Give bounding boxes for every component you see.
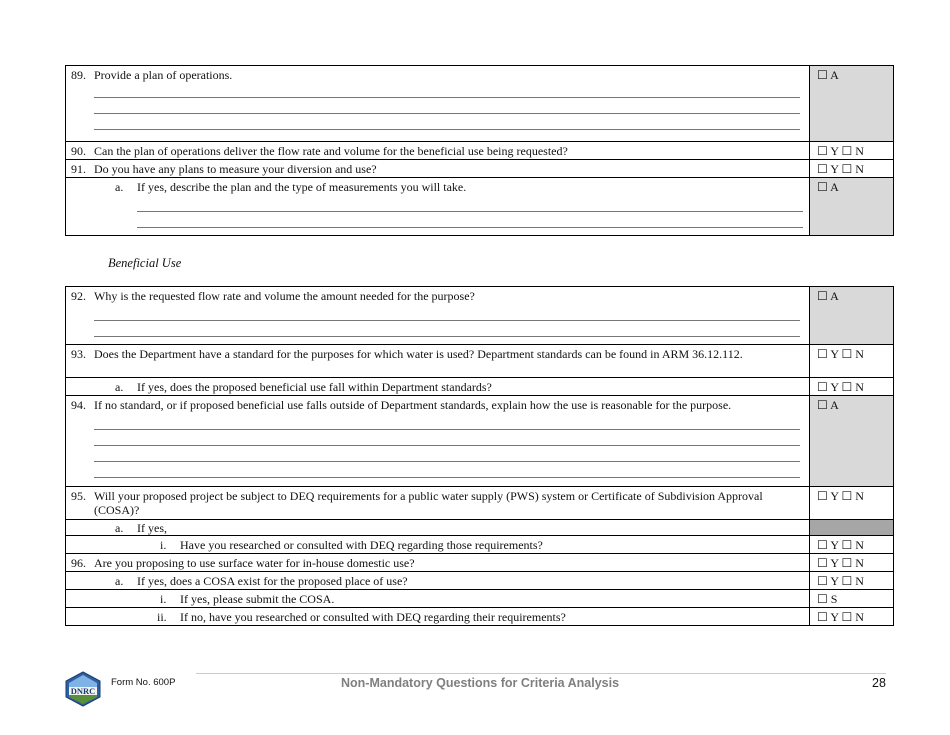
question-text: If no standard, or if proposed beneficial use falls outside of Department standards, explain how the use is reasonable for the purpose. xyxy=(94,398,732,412)
question-text: If no, have you researched or consulted with DEQ regarding their requirements? xyxy=(180,610,566,624)
answer-cell-blank xyxy=(810,520,894,536)
question-text: Provide a plan of operations. xyxy=(94,68,233,82)
attach-checkbox[interactable]: ☐ A xyxy=(817,289,839,303)
answer-cell[interactable] xyxy=(810,536,894,554)
answer-cell[interactable] xyxy=(810,160,894,178)
table-row-q93a xyxy=(66,378,894,396)
question-number: a. xyxy=(115,521,124,535)
yes-no-checkbox[interactable]: ☐ Y ☐ N xyxy=(817,556,864,570)
question-number: 91. xyxy=(71,162,86,176)
question-number: a. xyxy=(115,180,124,194)
question-number: i. xyxy=(160,592,167,606)
question-number: 96. xyxy=(71,556,86,570)
answer-lines[interactable] xyxy=(94,412,800,478)
attach-checkbox[interactable]: ☐ A xyxy=(817,180,839,194)
yes-no-checkbox[interactable]: ☐ Y ☐ N xyxy=(817,574,864,588)
question-number: 90. xyxy=(71,144,86,158)
attach-checkbox[interactable]: ☐ A xyxy=(817,398,839,412)
table-row-q91 xyxy=(66,160,894,178)
table-row-q96ai xyxy=(66,590,894,608)
questions-table-2 xyxy=(65,286,894,626)
answer-cell[interactable] xyxy=(810,554,894,572)
answer-cell[interactable] xyxy=(810,590,894,608)
table-row-q90 xyxy=(66,142,894,160)
answer-cell[interactable] xyxy=(810,178,894,236)
answer-cell[interactable] xyxy=(810,66,894,142)
table-row-q96aii xyxy=(66,608,894,626)
table-row-q93 xyxy=(66,345,894,378)
question-text: If yes, does a COSA exist for the proposed place of use? xyxy=(137,574,408,588)
table-row-q95 xyxy=(66,487,894,520)
question-number: 95. xyxy=(71,489,86,503)
question-text: Can the plan of operations deliver the flow rate and volume for the beneficial use being requested? xyxy=(94,144,568,158)
question-number: ii. xyxy=(157,610,167,624)
form-number: Form No. 600P xyxy=(111,677,176,688)
answer-cell[interactable] xyxy=(810,142,894,160)
question-text: If yes, please submit the COSA. xyxy=(180,592,335,606)
question-number: i. xyxy=(160,538,167,552)
page-footer xyxy=(0,665,950,715)
yes-no-checkbox[interactable]: ☐ Y ☐ N xyxy=(817,347,864,361)
answer-cell[interactable] xyxy=(810,345,894,378)
yes-no-checkbox[interactable]: ☐ Y ☐ N xyxy=(817,610,864,624)
question-text: Have you researched or consulted with DEQ regarding those requirements? xyxy=(180,538,543,552)
logo-text: DNRC xyxy=(70,686,96,696)
question-number: 89. xyxy=(71,68,86,82)
answer-lines[interactable] xyxy=(94,303,800,337)
table-row-q95ai xyxy=(66,536,894,554)
footer-title: Non-Mandatory Questions for Criteria Analysis xyxy=(341,676,620,690)
attach-checkbox[interactable]: ☐ A xyxy=(817,68,839,82)
question-text: Why is the requested flow rate and volume the amount needed for the purpose? xyxy=(94,289,475,303)
footer-divider xyxy=(196,673,886,674)
yes-no-checkbox[interactable]: ☐ Y ☐ N xyxy=(817,380,864,394)
table-row-q96 xyxy=(66,554,894,572)
answer-cell[interactable] xyxy=(810,396,894,487)
submit-checkbox[interactable]: ☐ S xyxy=(817,592,838,606)
answer-cell[interactable] xyxy=(810,572,894,590)
question-text: If yes, does the proposed beneficial use fall within Department standards? xyxy=(137,380,492,394)
answer-cell[interactable] xyxy=(810,378,894,396)
question-number: 92. xyxy=(71,289,86,303)
questions-table-1 xyxy=(65,65,894,236)
answer-cell[interactable] xyxy=(810,608,894,626)
question-number: a. xyxy=(115,574,124,588)
question-number: 93. xyxy=(71,347,86,361)
question-text: Does the Department have a standard for the purposes for which water is used? Department standards can be found in ARM 36.12.112. xyxy=(94,347,743,361)
yes-no-checkbox[interactable]: ☐ Y ☐ N xyxy=(817,489,864,503)
table-row-q95a xyxy=(66,520,894,536)
question-text: Are you proposing to use surface water for in-house domestic use? xyxy=(94,556,415,570)
table-row-q96a xyxy=(66,572,894,590)
question-text: If yes, xyxy=(137,521,167,535)
answer-lines[interactable] xyxy=(137,194,803,228)
question-text: Will your proposed project be subject to DEQ requirements for a public water supply (PWS) system or Certificate of Subdivision Approval (COSA)? xyxy=(94,489,763,517)
yes-no-checkbox[interactable]: ☐ Y ☐ N xyxy=(817,162,864,176)
answer-cell[interactable] xyxy=(810,487,894,520)
yes-no-checkbox[interactable]: ☐ Y ☐ N xyxy=(817,538,864,552)
dnrc-logo-icon xyxy=(64,671,102,707)
yes-no-checkbox[interactable]: ☐ Y ☐ N xyxy=(817,144,864,158)
table-row-q89 xyxy=(66,66,894,142)
table-row-q91a xyxy=(66,178,894,236)
question-text: Do you have any plans to measure your diversion and use? xyxy=(94,162,377,176)
answer-cell[interactable] xyxy=(810,287,894,345)
page-number: 28 xyxy=(872,676,886,690)
answer-lines[interactable] xyxy=(94,82,800,130)
table-row-q94 xyxy=(66,396,894,487)
question-number: 94. xyxy=(71,398,86,412)
question-text: If yes, describe the plan and the type of measurements you will take. xyxy=(137,180,467,194)
question-number: a. xyxy=(115,380,124,394)
section-heading: Beneficial Use xyxy=(108,256,182,270)
table-row-q92 xyxy=(66,287,894,345)
